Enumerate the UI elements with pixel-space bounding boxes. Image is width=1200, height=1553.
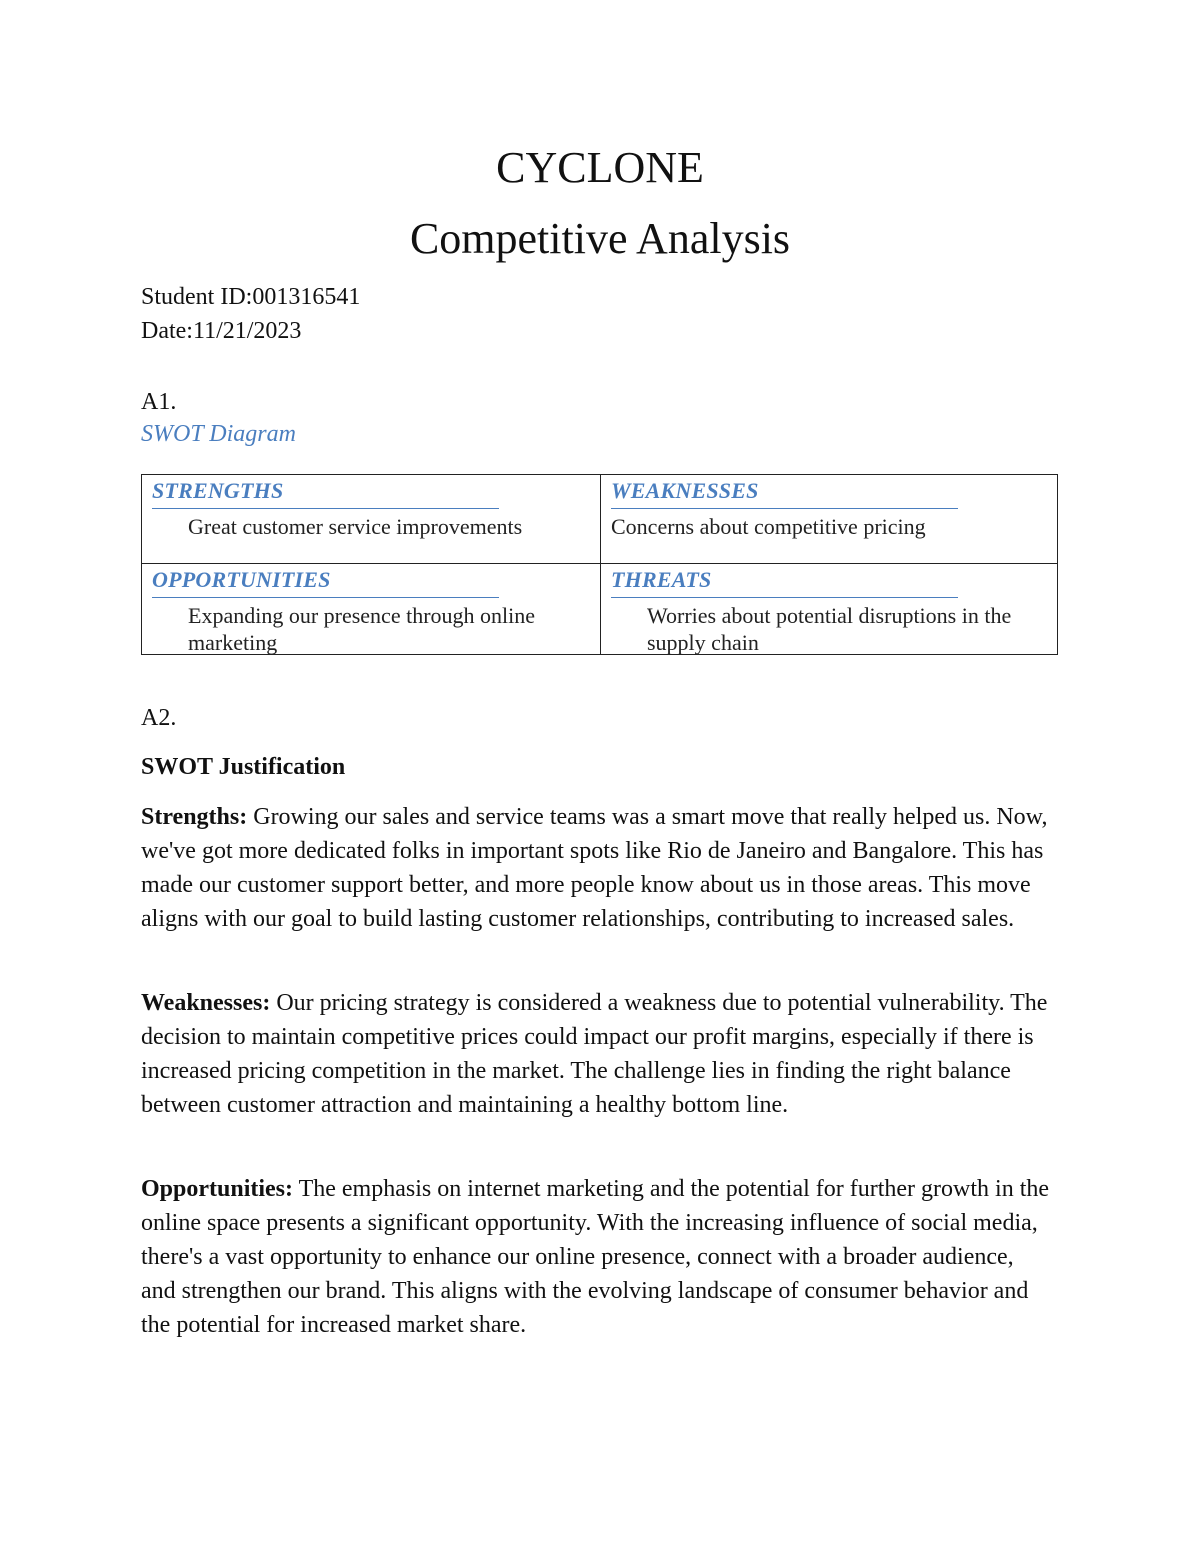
swot-cell-opportunities bbox=[142, 564, 601, 654]
student-id: Student ID:001316541 bbox=[141, 284, 361, 310]
swot-heading-rule bbox=[152, 597, 499, 598]
document-subtitle: Competitive Analysis bbox=[409, 214, 791, 263]
swot-cell-threats bbox=[601, 564, 1057, 654]
paragraph-text: Our pricing strategy is considered a weakness due to potential vulnerability. The decision to maintain competitive prices could impact our profit margins, especially if there is increased pricing competition in the market. The challenge lies in finding the right balance between customer attraction and maintaining a healthy bottom line. bbox=[141, 990, 1048, 1118]
document-date: Date:11/21/2023 bbox=[141, 318, 302, 344]
section-a2-label: A2. bbox=[141, 705, 177, 731]
swot-heading-weaknesses: WEAKNESSES bbox=[611, 478, 759, 503]
swot-heading-threats: THREATS bbox=[611, 567, 712, 592]
swot-table bbox=[141, 474, 1058, 655]
swot-cell-weaknesses bbox=[601, 475, 1057, 564]
swot-cell-strengths bbox=[142, 475, 601, 564]
swot-justification-heading: SWOT Justification bbox=[141, 754, 346, 780]
swot-text-weaknesses: Concerns about competitive pricing bbox=[611, 514, 926, 539]
swot-heading-rule bbox=[152, 508, 499, 509]
document-title: CYCLONE bbox=[496, 143, 704, 192]
swot-text-threats: Worries about potential disruptions in the supply chain bbox=[647, 603, 1012, 654]
swot-heading-rule bbox=[611, 508, 958, 509]
swot-heading-opportunities: OPPORTUNITIES bbox=[152, 567, 331, 592]
paragraph-text: Growing our sales and service teams was a smart move that really helped us. Now, we've got more dedicated folks in important spots like Rio de Janeiro and Bangalore. This has made our customer support better, and more people know about us in those areas. This move aligns with our goal to build lasting customer relationships, contributing to increased sales. bbox=[141, 804, 1048, 932]
paragraph-text: The emphasis on internet marketing and the potential for further growth in the online space presents a significant opportunity. With the increasing influence of social media, there's a vast opportunity to enhance our online presence, connect with a broader audience, and strengthen our brand. This aligns with the evolving landscape of consumer behavior and the potential for increased market share. bbox=[141, 1176, 1050, 1338]
swot-heading-strengths: STRENGTHS bbox=[152, 478, 284, 503]
paragraph-lead: Opportunities: bbox=[141, 1176, 294, 1202]
swot-text-strengths: Great customer service improvements bbox=[188, 514, 523, 539]
justification-paragraph-opportunities bbox=[141, 1172, 1051, 1342]
paragraph-lead: Strengths: bbox=[141, 804, 248, 830]
swot-heading-rule bbox=[611, 597, 958, 598]
justification-paragraph-weaknesses bbox=[141, 986, 1051, 1122]
swot-text-opportunities: Expanding our presence through online marketing bbox=[188, 603, 536, 654]
swot-diagram-caption: SWOT Diagram bbox=[141, 421, 296, 447]
section-a1-label: A1. bbox=[141, 389, 177, 415]
justification-paragraph-strengths bbox=[141, 800, 1051, 936]
paragraph-lead: Weaknesses: bbox=[141, 990, 271, 1016]
